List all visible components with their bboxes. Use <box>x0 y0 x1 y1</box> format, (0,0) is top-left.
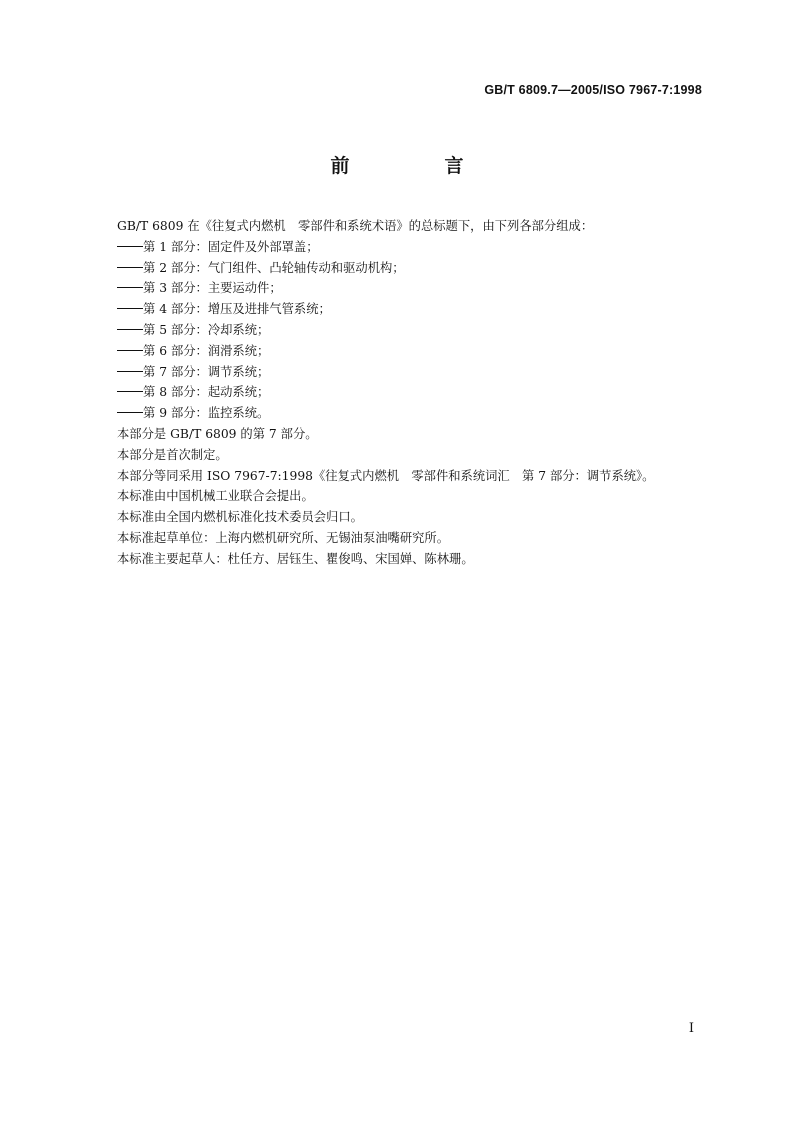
em-dash <box>117 412 143 413</box>
em-dash <box>117 371 143 372</box>
part-list-item: 第 8 部分：起动系统； <box>117 382 697 403</box>
statement-line: 本部分是首次制定。 <box>117 447 228 462</box>
part-list-item: 第 7 部分：调节系统； <box>117 362 697 383</box>
part-list-item: 第 6 部分：润滑系统； <box>117 341 697 362</box>
em-dash <box>117 287 143 288</box>
statement-line: 本标准由中国机械工业联合会提出。 <box>117 489 314 504</box>
part-list-item: 第 4 部分：增压及进排气管系统； <box>117 299 697 320</box>
page-title: 前 言 <box>330 155 502 177</box>
statement-line: 本部分是 GB/T 6809 的第 7 部分。 <box>117 426 318 441</box>
preface-body <box>117 216 697 570</box>
em-dash <box>117 329 143 330</box>
em-dash <box>117 391 143 392</box>
statement-line: 本标准由全国内燃机标准化技术委员会归口。 <box>117 510 363 525</box>
statement-line: 本部分等同采用 ISO 7967-7:1998《往复式内燃机 零部件和系统词汇 第 7 部分：调节系统》。 <box>117 468 655 483</box>
em-dash <box>117 267 143 268</box>
em-dash <box>117 350 143 351</box>
statement-line: 本标准起草单位：上海内燃机研究所、无锡油泵油嘴研究所。 <box>117 530 450 545</box>
em-dash <box>117 246 143 247</box>
part-list-item: 第 2 部分：气门组件、凸轮轴传动和驱动机构； <box>117 258 697 279</box>
part-list-item: 第 5 部分：冷却系统； <box>117 320 697 341</box>
document-code: GB/T 6809.7—2005/ISO 7967-7:1998 <box>484 83 702 97</box>
intro-paragraph: GB/T 6809 在《往复式内燃机 零部件和系统术语》的总标题下，由下列各部分组成： <box>117 219 594 233</box>
em-dash <box>117 308 143 309</box>
statement-line: 本标准主要起草人：杜任方、居钰生、瞿俊鸣、宋国婵、陈林珊。 <box>117 551 474 566</box>
part-list-item: 第 3 部分：主要运动件； <box>117 278 697 299</box>
page-number: I <box>688 1021 694 1036</box>
part-list-item: 第 1 部分：固定件及外部罩盖； <box>117 237 697 258</box>
part-list-item: 第 9 部分：监控系统。 <box>117 403 697 424</box>
